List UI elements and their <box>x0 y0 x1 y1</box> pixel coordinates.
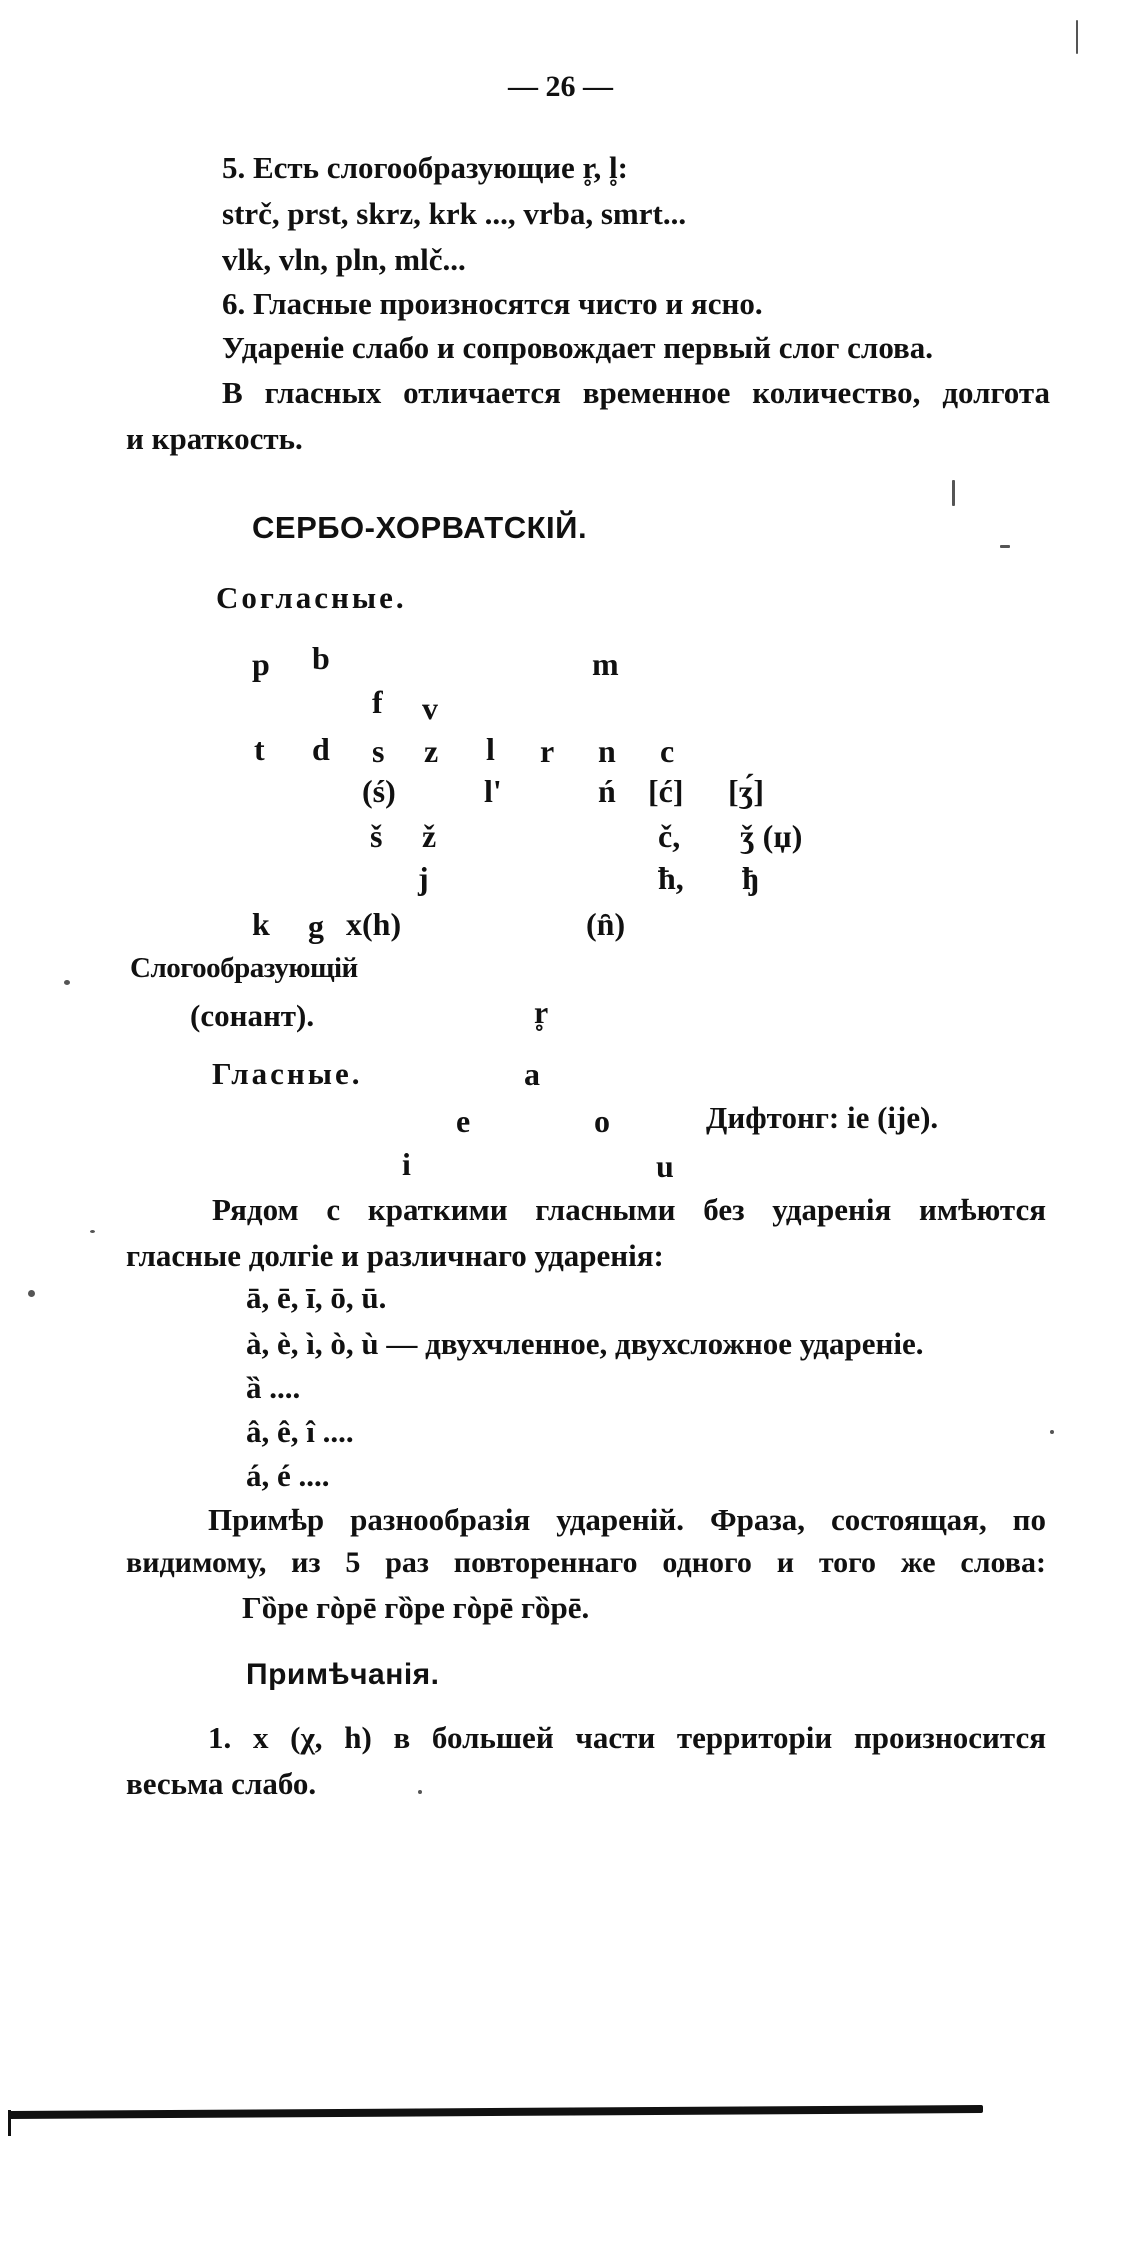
print-speck <box>1076 20 1078 54</box>
consonant-v: v <box>422 690 438 726</box>
text-line: strč, prst, skrz, krk ..., vrba, smrt... <box>222 196 687 231</box>
consonant-l-palatal: l' <box>484 773 502 809</box>
accent-line: á, é .... <box>246 1458 330 1493</box>
consonant-n: n <box>598 733 616 769</box>
consonant-p: p <box>252 646 270 682</box>
syllabic-label: Слогообразующій <box>130 952 358 984</box>
consonant-z: z <box>424 733 439 769</box>
print-speck <box>952 480 955 506</box>
consonant-b: b <box>312 640 330 676</box>
accent-line: ȁ .... <box>246 1370 301 1405</box>
bottom-rule <box>8 2105 983 2119</box>
consonant-c-caron: č, <box>658 818 681 854</box>
consonant-m: m <box>592 646 619 682</box>
notes-title: Примѣчанія. <box>246 1658 440 1691</box>
print-speck <box>28 1290 35 1297</box>
syllabic-r: r̥ <box>534 994 549 1030</box>
print-speck <box>1050 1430 1054 1434</box>
text-line: В гласных отличается временное количество, долгота <box>222 375 1050 410</box>
accent-line: â, ê, î .... <box>246 1414 354 1449</box>
text-line: vlk, vln, pln, mlč... <box>222 242 466 277</box>
consonant-t: t <box>254 731 265 767</box>
print-speck <box>64 980 70 985</box>
consonant-z-caron: ž <box>422 818 437 854</box>
text-line: Примѣр разнообразія удареній. Фраза, состоящая, по <box>208 1502 1046 1537</box>
text-line: гласные долгіе и различнаго ударенія: <box>126 1238 664 1273</box>
consonant-d: d <box>312 731 330 767</box>
vowel-u: u <box>656 1148 674 1184</box>
consonant-g: g <box>308 908 324 944</box>
consonants-label: Согласные. <box>216 580 407 615</box>
consonant-l: l <box>486 731 495 767</box>
section-title: СЕРБО-ХОРВАТСКІЙ. <box>252 510 588 545</box>
consonant-dj: ђ <box>742 860 760 896</box>
diphthong-text: Дифтонг: ie (ije). <box>706 1100 939 1135</box>
page-number: — 26 — <box>508 70 613 103</box>
print-speck <box>1000 545 1010 548</box>
consonant-dz-caron: ǯ (џ) <box>740 818 803 854</box>
accent-line: ā, ē, ī, ō, ū. <box>246 1280 387 1315</box>
print-speck <box>418 1790 422 1794</box>
vowel-a: a <box>524 1056 540 1092</box>
consonant-c-acute: [ć] <box>648 773 684 809</box>
print-speck <box>90 1230 95 1233</box>
accent-line: à, è, ì, ò, ù — двухчленное, двухсложное удареніе. <box>246 1326 924 1361</box>
consonant-n-velar: (n̑) <box>586 906 626 942</box>
text-line: 6. Гласные произносятся чисто и ясно. <box>222 286 763 321</box>
vowel-e: e <box>456 1103 471 1139</box>
text-line: весьма слабо. <box>126 1766 317 1801</box>
consonant-c: c <box>660 733 675 769</box>
text-line: 1. x (χ, h) в большей части территоріи произносится <box>208 1720 1046 1755</box>
consonant-dz-bracket: [ʒ́] <box>728 773 764 809</box>
vowels-label: Гласные. <box>212 1056 363 1091</box>
text-line: Удареніе слабо и сопровождает первый слог слова. <box>222 330 934 365</box>
text-line: видимому, из 5 раз повтореннаго одного и того же слова: <box>126 1546 1046 1579</box>
text-line: и краткость. <box>126 421 303 456</box>
consonant-s-caron: š <box>370 818 383 854</box>
text-line: 5. Есть слогообразующие r̥, l̥: <box>222 150 628 185</box>
consonant-f: f <box>372 684 383 720</box>
syllabic-label-sonant: (сонант). <box>190 998 315 1033</box>
consonant-k: k <box>252 906 270 942</box>
text-line: Рядом с краткими гласными без ударенія имѣются <box>212 1192 1046 1227</box>
consonant-x: x(h) <box>346 906 402 942</box>
consonant-s: s <box>372 733 385 769</box>
vowel-i: i <box>402 1146 411 1182</box>
vowel-o: o <box>594 1103 610 1139</box>
example-phrase: Гȍре гòрē гȍре гòрē гȍрē. <box>242 1590 590 1625</box>
consonant-j: j <box>418 860 429 896</box>
consonant-tj: ћ, <box>658 860 684 896</box>
consonant-r: r <box>540 733 555 769</box>
consonant-s-acute: (ś) <box>362 773 396 809</box>
consonant-n-acute: ń <box>598 773 616 809</box>
bottom-rule-tick <box>8 2110 11 2136</box>
